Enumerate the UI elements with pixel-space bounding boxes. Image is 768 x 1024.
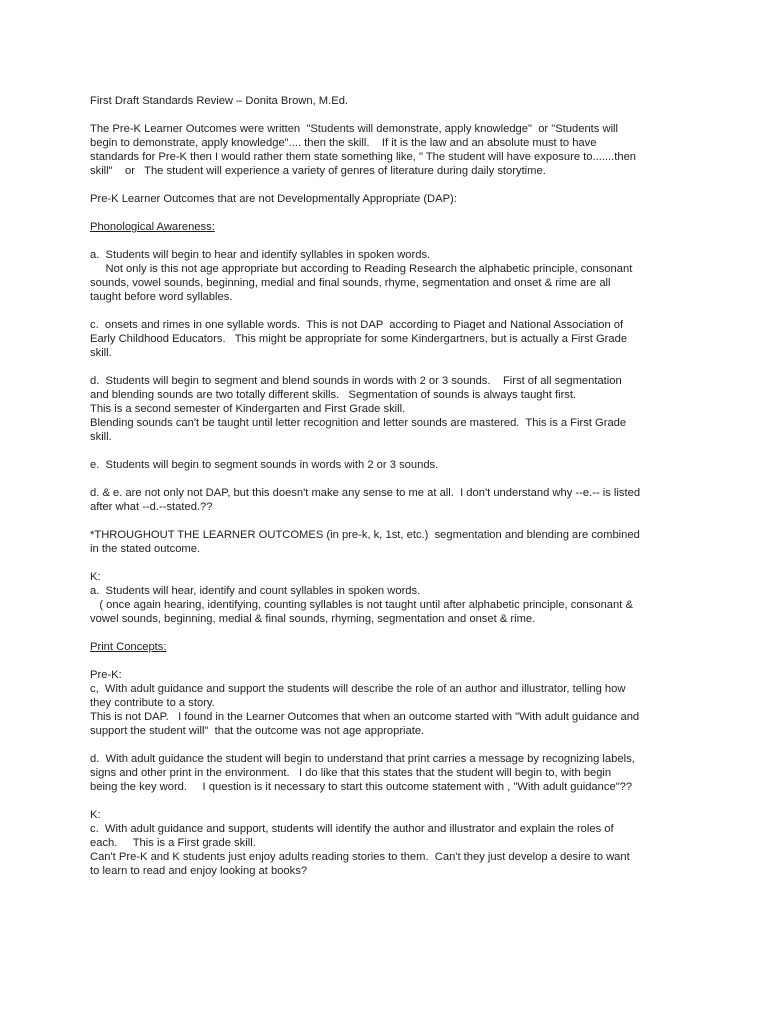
- blank-line: [90, 178, 696, 192]
- text-line: standards for Pre-K then I would rather them state something like, " The student will have exposure to.......then: [90, 151, 637, 163]
- document-title: First Draft Standards Review – Donita Brown, M.Ed.: [90, 95, 349, 107]
- text-line: K:: [90, 571, 101, 583]
- text-line: d. Students will begin to segment and blend sounds in words with 2 or 3 sounds. First of all segmentation: [90, 375, 622, 387]
- text-line: Blending sounds can't be taught until letter recognition and letter sounds are mastered. This is a First Grade: [90, 417, 627, 429]
- text-line: and blending sounds are two totally different skills. Segmentation of sounds is always taught first.: [90, 389, 577, 401]
- blank-line: [90, 556, 696, 570]
- section-heading: Phonological Awareness:: [90, 221, 215, 233]
- text-line: Early Childhood Educators. This might be appropriate for some Kindergartners, but is actually a First Grade: [90, 333, 628, 345]
- text-line: c. onsets and rimes in one syllable words. This is not DAP according to Piaget and National Association of: [90, 319, 624, 331]
- text-line: Not only is this not age appropriate but according to Reading Research the alphabetic principle, consonant: [90, 263, 633, 275]
- text-line: vowel sounds, beginning, medial & final sounds, rhyming, segmentation and onset & rime.: [90, 613, 536, 625]
- text-line: d. With adult guidance the student will begin to understand that print carries a message by recognizing labels,: [90, 753, 635, 765]
- text-line: skill.: [90, 347, 112, 359]
- text-line: *THROUGHOUT THE LEARNER OUTCOMES (in pre-k, k, 1st, etc.) segmentation and blending are combined: [90, 529, 640, 541]
- text-line: begin to demonstrate, apply knowledge".... then the skill. If it is the law and an absolute must to have: [90, 137, 597, 149]
- text-line: Pre-K Learner Outcomes that are not Developmentally Appropriate (DAP):: [90, 193, 457, 205]
- text-line: K:: [90, 809, 101, 821]
- blank-line: [90, 444, 696, 458]
- document-page: [90, 94, 696, 878]
- text-line: after what --d.--stated.??: [90, 501, 213, 513]
- text-line: signs and other print in the environment. I do like that this states that the student will begin to, with begin: [90, 767, 612, 779]
- text-line: c. With adult guidance and support, students will identify the author and illustrator and explain the roles of: [90, 823, 614, 835]
- text-line: a. Students will hear, identify and count syllables in spoken words.: [90, 585, 421, 597]
- blank-line: [90, 304, 696, 318]
- text-line: c, With adult guidance and support the students will describe the role of an author and illustrator, telling how: [90, 683, 626, 695]
- blank-line: [90, 626, 696, 640]
- blank-line: [90, 794, 696, 808]
- text-line: each. This is a First grade skill.: [90, 837, 256, 849]
- blank-line: [90, 514, 696, 528]
- section-heading: Print Concepts:: [90, 641, 167, 653]
- blank-line: [90, 206, 696, 220]
- text-line: This is not DAP. I found in the Learner Outcomes that when an outcome started with "With adult guidance and: [90, 711, 640, 723]
- text-line: sounds, vowel sounds, beginning, medial and final sounds, rhyme, segmentation and onset & rime are all: [90, 277, 611, 289]
- text-line: taught before word syllables.: [90, 291, 233, 303]
- text-line: Pre-K:: [90, 669, 122, 681]
- text-line: skill" or The student will experience a variety of genres of literature during daily storytime.: [90, 165, 546, 177]
- text-line: skill.: [90, 431, 112, 443]
- text-line: in the stated outcome.: [90, 543, 201, 555]
- text-line: Can't Pre-K and K students just enjoy adults reading stories to them. Can't they just develop a desire to want: [90, 851, 630, 863]
- text-line: being the key word. I question is it necessary to start this outcome statement with , "With adult guidance"??: [90, 781, 633, 793]
- text-line: The Pre-K Learner Outcomes were written "Students will demonstrate, apply knowledge" or "Students will: [90, 123, 619, 135]
- text-line: e. Students will begin to segment sounds in words with 2 or 3 sounds.: [90, 459, 439, 471]
- text-line: ( once again hearing, identifying, counting syllables is not taught until after alphabetic principle, consonant &: [90, 599, 633, 611]
- blank-line: [90, 654, 696, 668]
- blank-line: [90, 234, 696, 248]
- text-line: they contribute to a story.: [90, 697, 215, 709]
- text-line: support the student will" that the outcome was not age appropriate.: [90, 725, 425, 737]
- blank-line: [90, 108, 696, 122]
- text-line: This is a second semester of Kindergarten and First Grade skill.: [90, 403, 406, 415]
- blank-line: [90, 472, 696, 486]
- text-line: a. Students will begin to hear and identify syllables in spoken words.: [90, 249, 431, 261]
- blank-line: [90, 360, 696, 374]
- text-line: d. & e. are not only not DAP, but this doesn't make any sense to me at all. I don't understand why --e.-- is listed: [90, 487, 641, 499]
- blank-line: [90, 738, 696, 752]
- text-line: to learn to read and enjoy looking at books?: [90, 865, 308, 877]
